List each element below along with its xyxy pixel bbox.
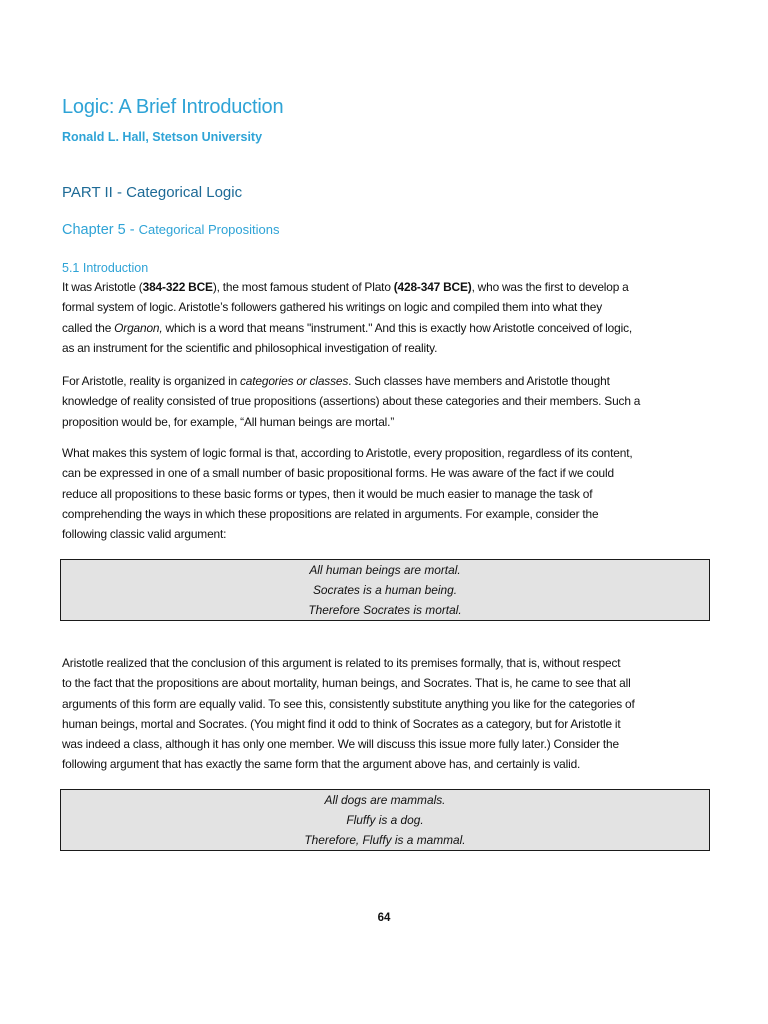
paragraph-line: arguments of this form are equally valid. To see this, consistently substitute anything you like for the categories of [62,696,635,711]
paragraph-line: as an instrument for the scientific and philosophical investigation of reality. [62,340,438,355]
argument-premise: All dogs are mammals. [324,793,446,807]
paragraph-2 [62,371,712,432]
paragraph-1 [62,277,712,358]
argument-premise: Fluffy is a dog. [346,813,424,827]
chapter-number: Chapter 5 - [62,222,135,238]
document-author: Ronald L. Hall, Stetson University [62,130,263,144]
paragraph-line: comprehending the ways in which these propositions are related in arguments. For example, consider the [62,506,599,521]
paragraph-line: For Aristotle, reality is organized in categories or classes. Such classes have members and Aristotle thought [62,374,610,388]
paragraph-line: Aristotle realized that the conclusion of this argument is related to its premises formally, that is, without respect [62,656,621,670]
paragraph-3 [62,443,712,544]
paragraph-line: to the fact that the propositions are about mortality, human beings, and Socrates. That is, he came to see that all [62,676,631,691]
page-number: 64 [377,912,391,924]
paragraph-line: formal system of logic. Aristotle’s followers gathered his writings on logic and compiled them into what they [62,300,603,315]
chapter-heading [62,222,279,238]
paragraph-line: can be expressed in one of a small number of basic propositional forms. He was aware of the fact if we could [62,466,614,481]
paragraph-line: knowledge of reality consisted of true propositions (assertions) about these categories and their members. Such a [62,394,641,409]
paragraph-line: What makes this system of logic formal is that, according to Aristotle, every proposition, regardless of its content, [62,446,633,460]
paragraph-line: called the Organon, which is a word that means "instrument." And this is exactly how Aristotle conceived of logic, [62,320,633,335]
argument-premise: All human beings are mortal. [309,563,461,577]
section-heading: 5.1 Introduction [62,261,149,275]
argument-premise: Socrates is a human being. [312,583,458,597]
paragraph-line: following argument that has exactly the same form that the argument above has, and certainly is valid. [62,757,581,772]
paragraph-line: was indeed a class, although it has only one member. We will discuss this issue more fully later.) Consider the [62,737,619,752]
part-heading: PART II - Categorical Logic [62,184,243,201]
paragraph-line: It was Aristotle (384-322 BCE), the most famous student of Plato (428-347 BCE), who was the first to develop a [62,280,629,294]
paragraph-4 [62,653,712,775]
argument-conclusion: Therefore Socrates is mortal. [308,603,462,617]
paragraph-line: following classic valid argument: [62,527,227,542]
paragraph-line: human beings, mortal and Socrates. (You might find it odd to think of Socrates as a category, but for Aristotle it [62,716,621,731]
paragraph-line: reduce all propositions to these basic forms or types, then it would be much easier to manage the task of [62,486,593,501]
paragraph-line: proposition would be, for example, “All human beings are mortal.” [62,414,395,429]
argument-conclusion: Therefore, Fluffy is a mammal. [304,833,466,847]
chapter-title: Categorical Propositions [138,222,280,237]
document-title: Logic: A Brief Introduction [62,96,284,118]
argument-box-1 [60,559,710,621]
argument-box-2 [60,789,710,851]
